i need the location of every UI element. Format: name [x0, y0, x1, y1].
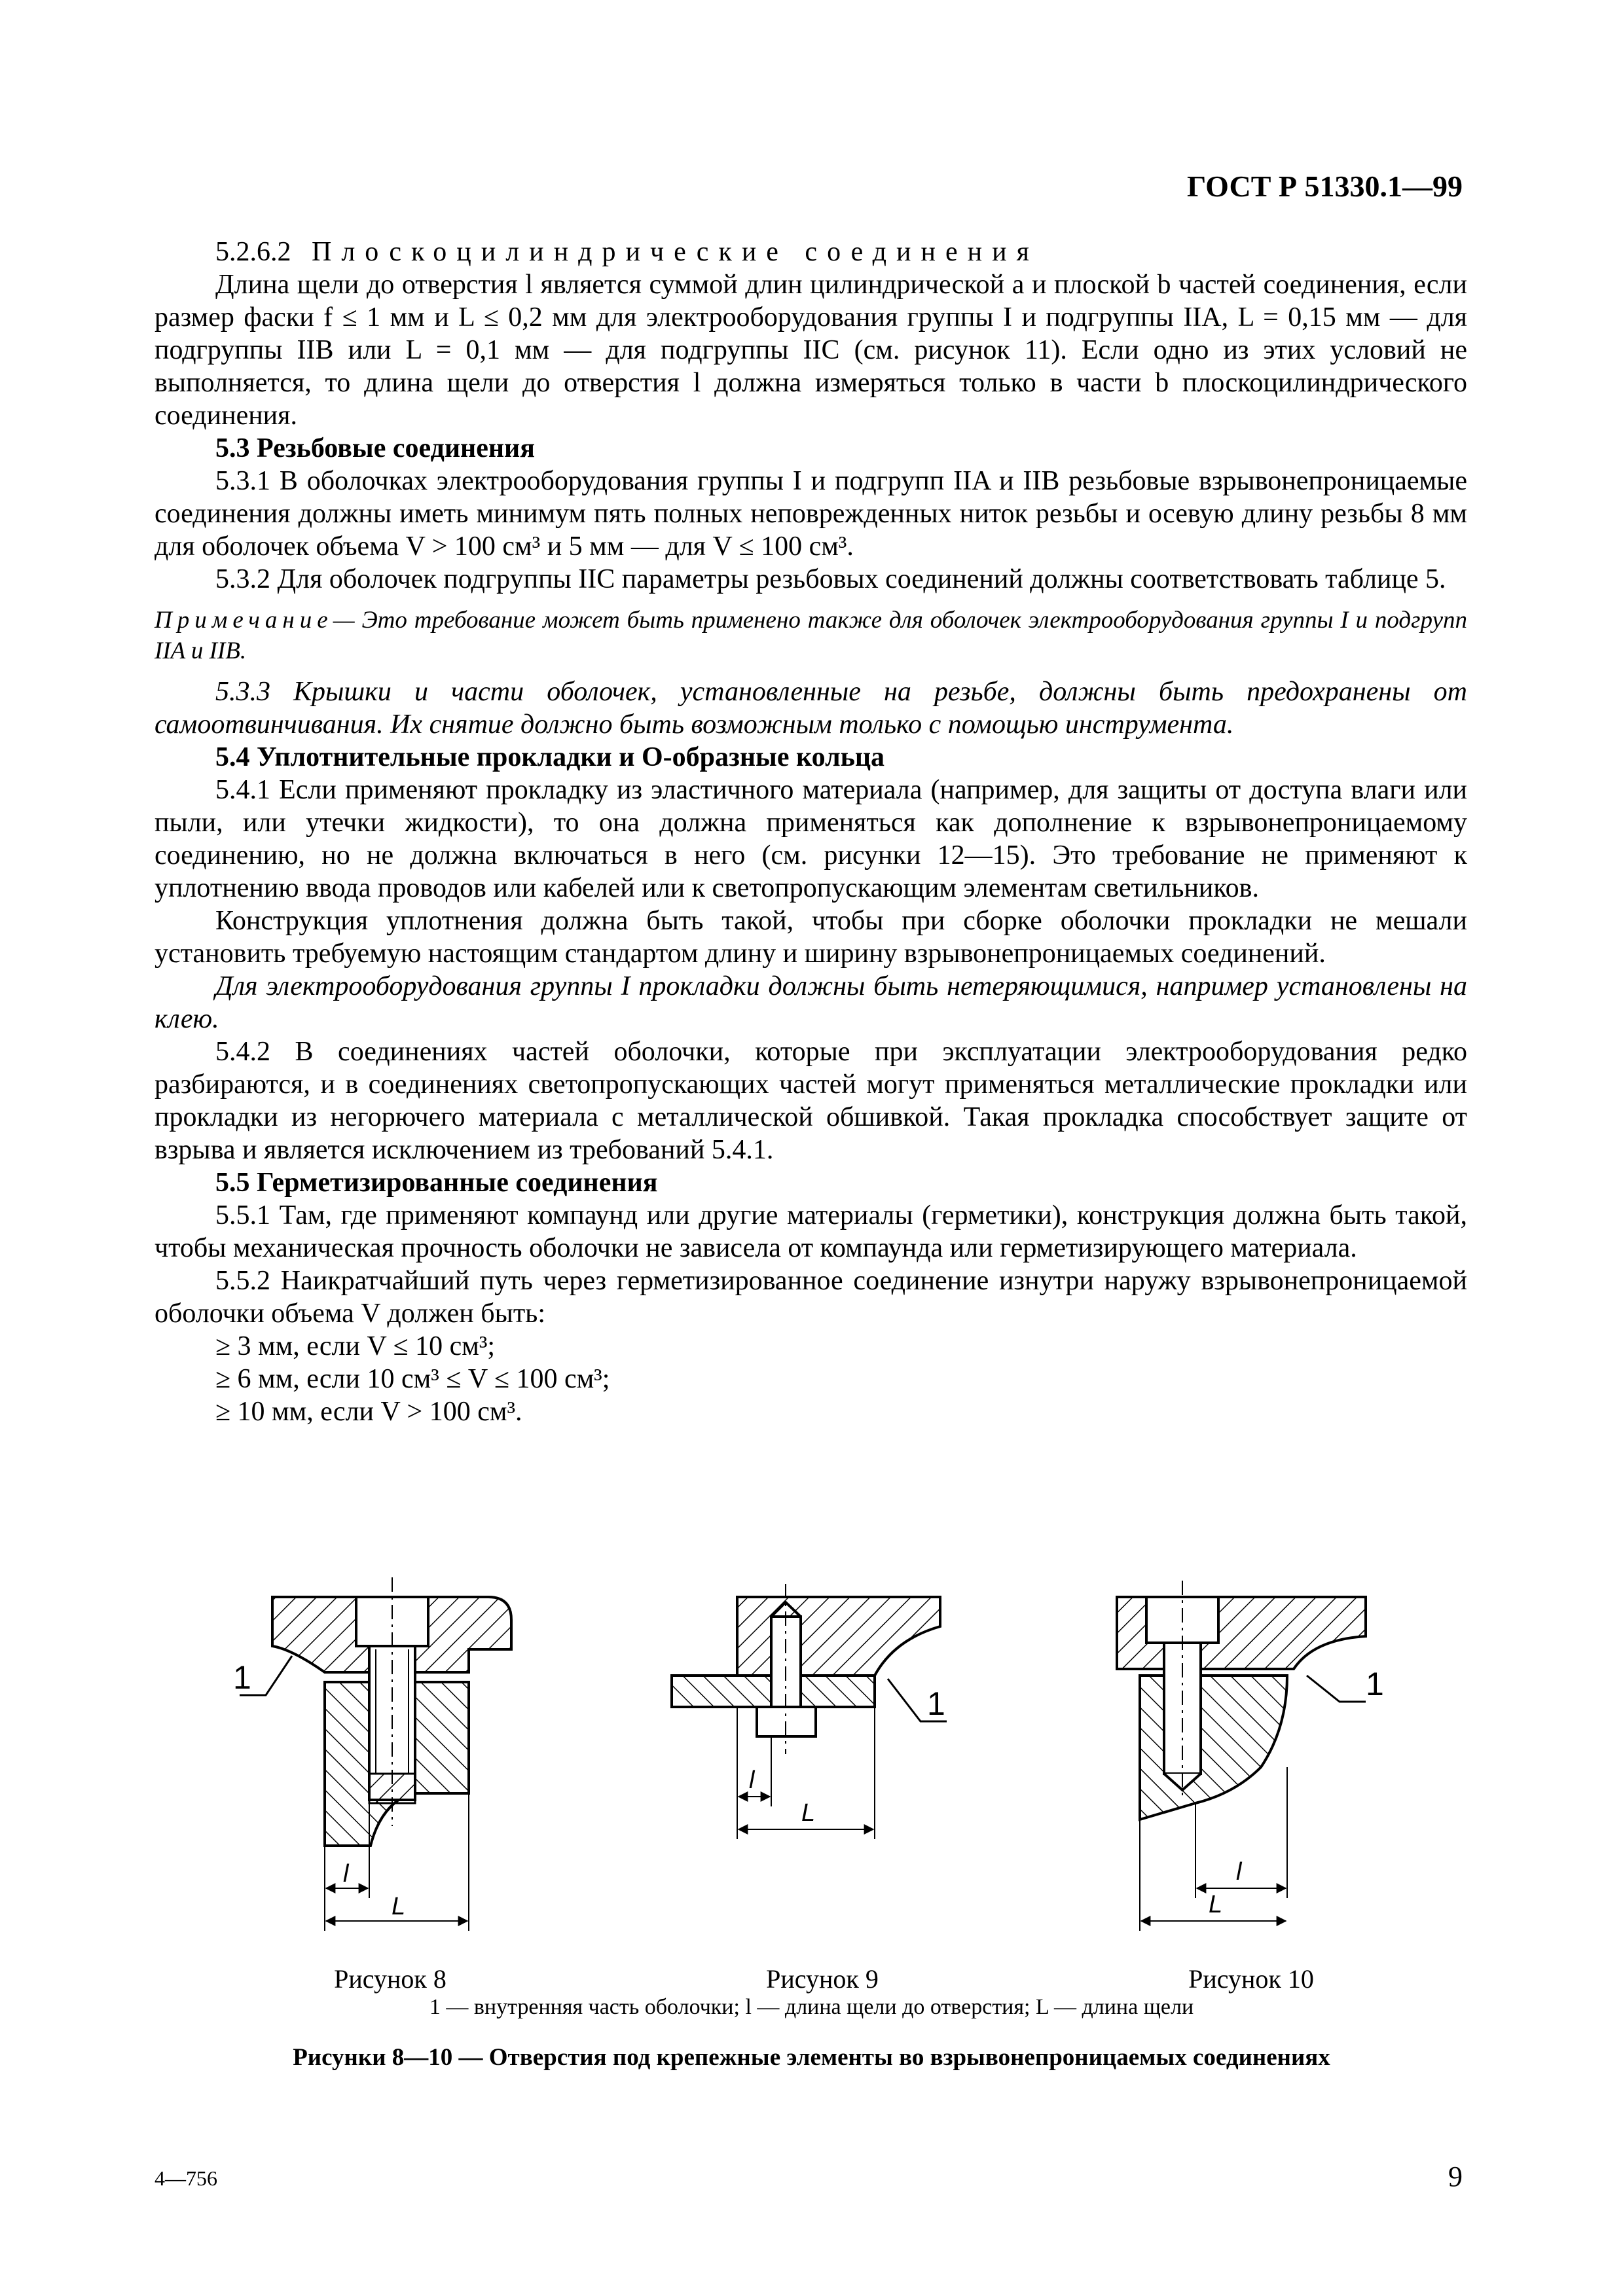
- section-5-4-title: 5.4 Уплотнительные прокладки и О-образные кольца: [215, 742, 885, 772]
- standard-number: ГОСТ Р 51330.1—99: [1187, 170, 1463, 203]
- page-number: 9: [1448, 2161, 1463, 2193]
- paragraph-5-3-1: 5.3.1 В оболочках электрооборудования группы I и подгрупп IIA и IIB резьбовые взрывонепроницаемые соединения должны иметь минимум пять полных неповрежденных ниток резьбы и осевую длину резьбы 8 мм для оболочек объема V > 100 см³ и 5 мм — для V ≤ 100 см³.: [155, 466, 1467, 562]
- figure-8: [213, 1577, 541, 1994]
- figure-10-drawing: [1091, 1577, 1444, 1944]
- dimension-l: l: [1236, 1858, 1242, 1886]
- figure-8-drawing: [213, 1577, 541, 1944]
- list-item: ≥ 10 мм, если V > 100 см³.: [215, 1397, 522, 1427]
- dimension-l: l: [749, 1767, 755, 1794]
- figure-9-label: Рисунок 9: [766, 1964, 879, 1994]
- figures-area: [155, 1577, 1467, 2036]
- note-text: — Это требование может быть применено также для оболочек электрооборудования группы I и подгрупп IIA и IIB.: [155, 607, 1467, 664]
- paragraph-5-5-1: 5.5.1 Там, где применяют компаунд или другие материалы (герметики), конструкция должна быть такой, чтобы механическая прочность оболочки не зависела от компаунда или герметизирующего материала.: [155, 1200, 1467, 1263]
- figure-caption: Рисунки 8—10 — Отверстия под крепежные элементы во взрывонепроницаемых соединениях: [293, 2044, 1330, 2071]
- paragraph-5-2-6-2: Длина щели до отверстия l является суммой длин цилиндрической a и плоской b частей соединения, если размер фаски f ≤ 1 мм и L ≤ 0,2 мм для электрооборудования группы I и подгруппы IIA, L = 0,15 мм — для подгруппы IIB или L = 0,1 мм — для подгруппы IIC (см. рисунок 11). Если одно из этих условий не выполняется, то длина щели до отверстия l должна измеряться только в части b плоскоцилиндрического соединения.: [155, 270, 1467, 431]
- paragraph-5-4-2: 5.4.2 В соединениях частей оболочки, которые при эксплуатации электрооборудования редко разбираются, и в соединениях светопропускающих частей могут применяться металлические прокладки или прокладки из негорючего материала с металлической обшивкой. Такая прокладка способствует защите от взрыва и является исключением из требований 5.4.1.: [155, 1037, 1467, 1165]
- section-5-2-6-2-heading: [155, 236, 1467, 268]
- dimension-l: l: [343, 1860, 349, 1888]
- figure-legend: 1 — внутренняя часть оболочки; l — длина щели до отверстия; L — длина щели: [429, 1995, 1194, 2019]
- note-label: Примечание: [155, 607, 333, 634]
- print-code: 4—756: [155, 2166, 217, 2190]
- section-title: Плоскоцилиндрические соединения: [312, 237, 1039, 267]
- figure-10: [1091, 1577, 1444, 1994]
- callout-label: 1: [927, 1685, 945, 1722]
- figure-9-drawing: [665, 1577, 993, 1944]
- body-text: [155, 236, 1467, 1428]
- section-5-3-title: 5.3 Резьбовые соединения: [215, 433, 535, 463]
- list-item: ≥ 3 мм, если V ≤ 10 см³;: [215, 1331, 496, 1361]
- paragraph-5-3-3: 5.3.3 Крышки и части оболочек, установленные на резьбе, должны быть предохранены от самоотвинчивания. Их снятие должно быть возможным только с помощью инструмента.: [155, 677, 1467, 740]
- list-item: ≥ 6 мм, если 10 см³ ≤ V ≤ 100 см³;: [215, 1364, 610, 1394]
- section-5-5-title: 5.5 Герметизированные соединения: [215, 1168, 658, 1198]
- dimension-L: L: [392, 1893, 406, 1920]
- paragraph-5-3-2: 5.3.2 Для оболочек подгруппы IIC параметры резьбовых соединений должны соответствовать таблице 5.: [215, 564, 1446, 594]
- figure-8-label: Рисунок 8: [334, 1964, 447, 1994]
- paragraph-5-4-1: 5.4.1 Если применяют прокладку из эластичного материала (например, для защиты от доступа влаги или пыли, или утечки жидкости), то она должна применяться как дополнение к взрывонепроницаемому соединению, но не должна включаться в него (см. рисунки 12—15). Это требование не применяют к уплотнению ввода проводов или кабелей или к светопропускающим элементам светильников.: [155, 775, 1467, 903]
- paragraph-5-4-1-c: Для электрооборудования группы I прокладки должны быть нетеряющимися, например установлены на клею.: [155, 971, 1467, 1034]
- paragraph-5-5-2: 5.5.2 Наикратчайший путь через герметизированное соединение изнутри наружу взрывонепроницаемой оболочки объема V должен быть:: [155, 1266, 1467, 1329]
- callout-label: 1: [1366, 1666, 1384, 1702]
- dimension-L: L: [1209, 1891, 1223, 1918]
- figure-9: [665, 1577, 993, 1994]
- section-number: 5.2.6.2: [215, 237, 291, 267]
- figure-10-label: Рисунок 10: [1188, 1964, 1314, 1994]
- callout-label: 1: [233, 1659, 251, 1696]
- paragraph-5-4-1-b: Конструкция уплотнения должна быть такой, чтобы при сборке оболочки прокладки не мешали установить требуемую настоящим стандартом длину и ширину взрывонепроницаемых соединений.: [155, 906, 1467, 969]
- dimension-L: L: [801, 1799, 816, 1827]
- note: [155, 605, 1467, 666]
